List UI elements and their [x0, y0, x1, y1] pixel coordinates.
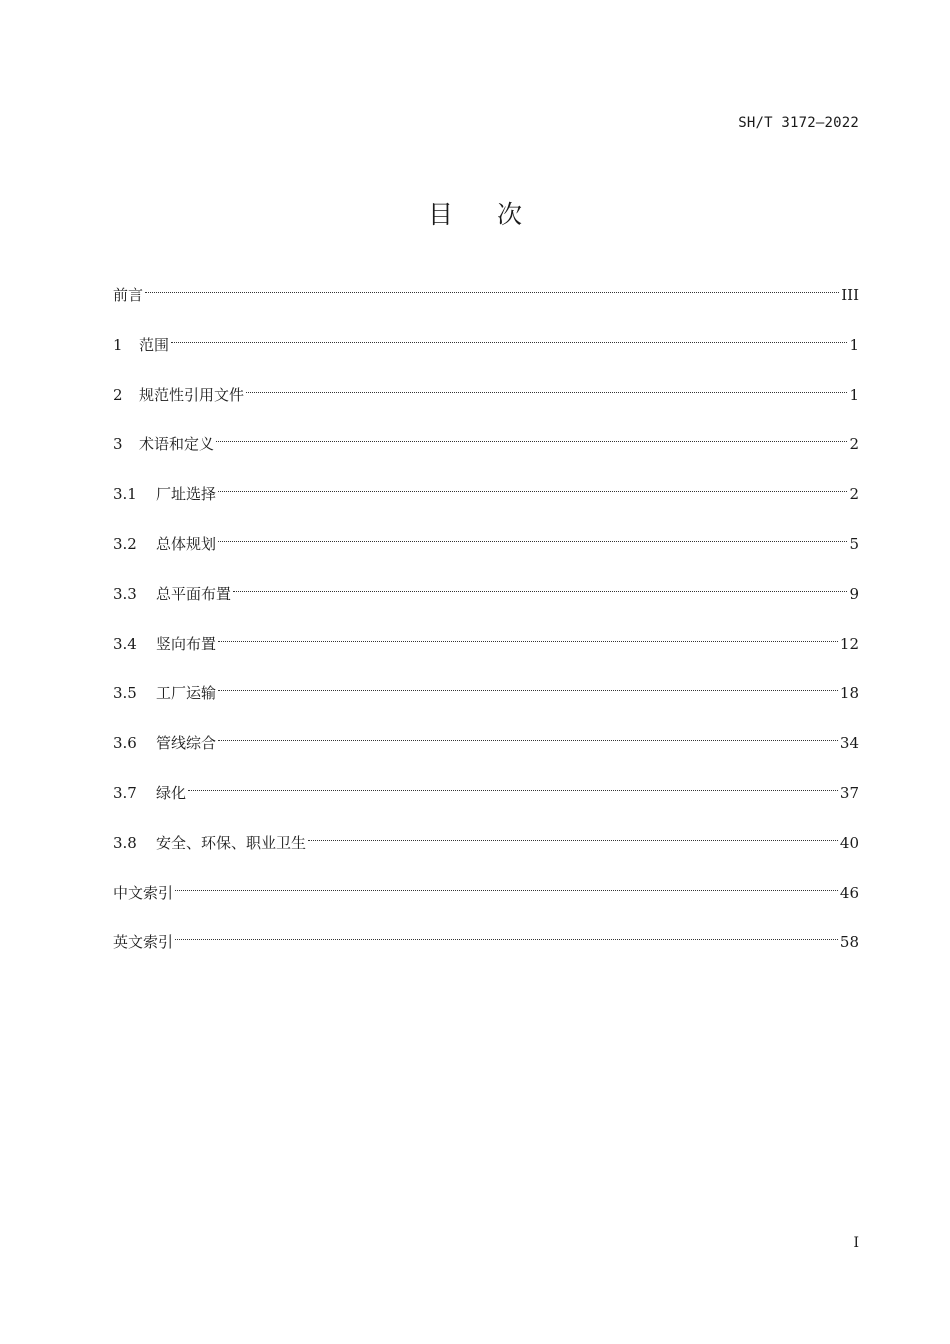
toc-entry[interactable]	[113, 930, 859, 980]
toc-entry[interactable]	[113, 881, 859, 931]
toc-entry-page: 2	[849, 435, 859, 454]
toc-entry-label: 总平面布置	[156, 584, 232, 603]
dot-leader	[218, 690, 838, 691]
toc-entry-label: 管线综合	[156, 734, 217, 753]
toc-entry[interactable]	[113, 482, 859, 532]
toc-entry-number: 3.2	[113, 534, 137, 553]
toc-entry[interactable]	[113, 632, 859, 682]
toc-entry-label: 厂址选择	[156, 485, 217, 504]
toc-entry[interactable]	[113, 781, 859, 831]
table-of-contents	[113, 283, 859, 980]
toc-entry-page: 40	[839, 833, 859, 852]
toc-entry-page: 58	[839, 933, 859, 952]
dot-leader	[216, 441, 847, 442]
document-code: SH/T 3172—2022	[738, 115, 859, 131]
page-title	[0, 195, 950, 231]
page-title-char: 次	[497, 199, 523, 229]
toc-entry[interactable]	[113, 731, 859, 781]
toc-entry-label: 前言	[113, 286, 144, 304]
toc-entry-label: 规范性引用文件	[139, 385, 245, 404]
toc-entry-number: 2	[113, 385, 123, 404]
toc-entry-page: 5	[849, 534, 859, 553]
toc-entry-number: 3	[113, 435, 123, 454]
toc-entry-label: 中文索引	[113, 883, 174, 902]
dot-leader	[145, 292, 839, 293]
toc-entry[interactable]	[113, 532, 859, 582]
toc-entry-number: 3.6	[113, 734, 137, 753]
toc-entry-label: 工厂运输	[156, 684, 217, 703]
dot-leader	[308, 840, 838, 841]
toc-entry-number: 3.7	[113, 783, 137, 802]
toc-entry[interactable]	[113, 333, 859, 383]
dot-leader	[175, 939, 838, 940]
toc-entry-page: 2	[849, 485, 859, 504]
toc-entry-label: 绿化	[156, 783, 187, 802]
toc-entry-number: 1	[113, 335, 123, 354]
toc-entry-label: 竖向布置	[156, 634, 217, 653]
toc-entry[interactable]	[113, 681, 859, 731]
toc-entry[interactable]	[113, 283, 859, 333]
toc-entry-page: 9	[849, 584, 859, 603]
toc-entry-number: 3.5	[113, 684, 137, 703]
page-number: I	[853, 1235, 859, 1251]
dot-leader	[246, 392, 847, 393]
toc-entry-label: 英文索引	[113, 933, 174, 952]
toc-entry[interactable]	[113, 383, 859, 433]
toc-entry-page: 1	[849, 335, 859, 354]
toc-entry-page: 12	[839, 634, 859, 653]
dot-leader	[171, 342, 847, 343]
toc-entry[interactable]	[113, 831, 859, 881]
toc-entry-number: 3.8	[113, 833, 137, 852]
toc-entry-number: 3.4	[113, 634, 137, 653]
dot-leader	[218, 641, 838, 642]
dot-leader	[218, 491, 847, 492]
toc-entry[interactable]	[113, 432, 859, 482]
toc-entry-page: III	[841, 286, 859, 304]
toc-entry[interactable]	[113, 582, 859, 632]
toc-entry-page: 46	[839, 883, 859, 902]
toc-entry-number: 3.1	[113, 485, 137, 504]
dot-leader	[218, 541, 847, 542]
dot-leader	[188, 790, 838, 791]
toc-entry-page: 18	[839, 684, 859, 703]
toc-entry-page: 1	[849, 385, 859, 404]
page-title-char: 目	[427, 199, 453, 229]
toc-entry-label: 范围	[139, 335, 170, 354]
toc-entry-page: 34	[839, 734, 859, 753]
toc-entry-page: 37	[839, 783, 859, 802]
toc-entry-label: 安全、环保、职业卫生	[156, 833, 307, 852]
toc-entry-label: 总体规划	[156, 534, 217, 553]
toc-entry-label: 术语和定义	[139, 435, 215, 454]
toc-entry-number: 3.3	[113, 584, 137, 603]
dot-leader	[233, 591, 847, 592]
dot-leader	[218, 740, 838, 741]
dot-leader	[175, 890, 838, 891]
